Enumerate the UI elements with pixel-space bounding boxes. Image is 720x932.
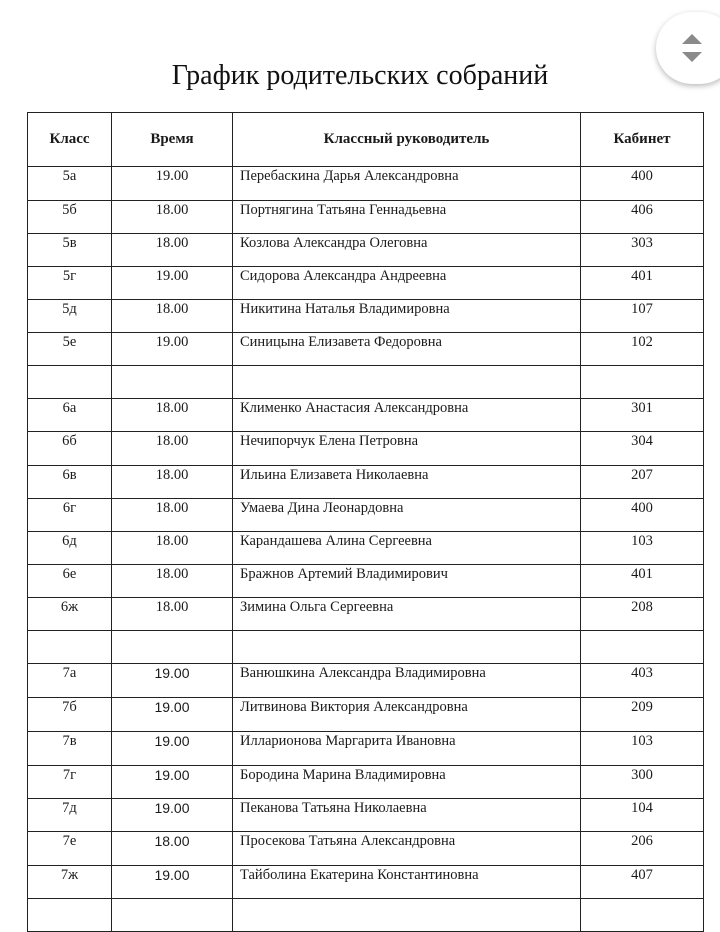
room-cell: 401 (581, 565, 704, 598)
time-cell: 18.00 (112, 499, 233, 532)
class-cell: 7а (28, 664, 112, 698)
time-cell: 19.00 (112, 799, 233, 832)
table-row (28, 267, 704, 300)
time-cell (112, 366, 233, 399)
teacher-cell: Пеканова Татьяна Николаевна (233, 799, 581, 832)
room-cell: 304 (581, 432, 704, 466)
time-cell: 19.00 (112, 698, 233, 732)
class-cell: 7в (28, 732, 112, 766)
time-cell: 19.00 (112, 664, 233, 698)
time-cell (112, 631, 233, 664)
time-cell: 19.00 (112, 267, 233, 300)
time-cell: 18.00 (112, 565, 233, 598)
room-cell: 403 (581, 664, 704, 698)
teacher-cell: Карандашева Алина Сергеевна (233, 532, 581, 565)
table-row (28, 333, 704, 366)
room-cell: 206 (581, 832, 704, 866)
document-title: График родительских собраний (171, 60, 549, 91)
time-cell: 19.00 (112, 766, 233, 799)
table-row (28, 631, 704, 664)
table-row (28, 366, 704, 399)
table-row (28, 832, 704, 866)
header-class: Класс (28, 113, 112, 167)
room-cell: 406 (581, 201, 704, 234)
class-cell (28, 366, 112, 399)
class-cell: 7е (28, 832, 112, 866)
time-cell: 19.00 (112, 167, 233, 201)
room-cell: 102 (581, 333, 704, 366)
room-cell: 207 (581, 466, 704, 499)
table-header-row (28, 113, 704, 167)
class-cell: 6в (28, 466, 112, 499)
class-cell: 6ж (28, 598, 112, 631)
time-cell: 18.00 (112, 598, 233, 631)
teacher-cell: Сидорова Александра Андреевна (233, 267, 581, 300)
teacher-cell: Портнягина Татьяна Геннадьевна (233, 201, 581, 234)
class-cell: 6д (28, 532, 112, 565)
time-cell: 19.00 (112, 732, 233, 766)
class-cell: 6е (28, 565, 112, 598)
room-cell: 303 (581, 234, 704, 267)
room-cell (581, 366, 704, 399)
teacher-cell: Литвинова Виктория Александровна (233, 698, 581, 732)
scroll-up-down-icon (680, 32, 704, 64)
room-cell: 104 (581, 799, 704, 832)
class-cell: 5д (28, 300, 112, 333)
time-cell: 18.00 (112, 532, 233, 565)
teacher-cell (233, 366, 581, 399)
room-cell: 107 (581, 300, 704, 333)
teacher-cell: Просекова Татьяна Александровна (233, 832, 581, 866)
room-cell: 401 (581, 267, 704, 300)
teacher-cell: Козлова Александра Олеговна (233, 234, 581, 267)
teacher-cell: Ильина Елизавета Николаевна (233, 466, 581, 499)
teacher-cell: Умаева Дина Леонардовна (233, 499, 581, 532)
table-row (28, 866, 704, 899)
table-row (28, 565, 704, 598)
time-cell: 18.00 (112, 234, 233, 267)
scroll-control-button[interactable] (656, 12, 720, 84)
class-cell: 5в (28, 234, 112, 267)
room-cell: 407 (581, 866, 704, 899)
table-row (28, 766, 704, 799)
time-cell: 19.00 (112, 333, 233, 366)
table-row (28, 598, 704, 631)
room-cell: 208 (581, 598, 704, 631)
teacher-cell: Бородина Марина Владимировна (233, 766, 581, 799)
table-row (28, 300, 704, 333)
time-cell: 19.00 (112, 866, 233, 899)
table-row (28, 799, 704, 832)
class-cell: 5б (28, 201, 112, 234)
room-cell: 209 (581, 698, 704, 732)
table-row (28, 466, 704, 499)
room-cell (581, 899, 704, 932)
teacher-cell: Тайболина Екатерина Константиновна (233, 866, 581, 899)
class-cell: 7б (28, 698, 112, 732)
table-row (28, 499, 704, 532)
table-row (28, 167, 704, 201)
class-cell: 6а (28, 399, 112, 432)
header-room: Кабинет (581, 113, 704, 167)
table-row (28, 399, 704, 432)
table-row (28, 732, 704, 766)
header-time: Время (112, 113, 233, 167)
table-body (28, 167, 704, 932)
class-cell: 7г (28, 766, 112, 799)
time-cell: 18.00 (112, 399, 233, 432)
meetings-table (27, 112, 704, 932)
table-row (28, 532, 704, 565)
room-cell: 103 (581, 732, 704, 766)
room-cell: 301 (581, 399, 704, 432)
class-cell: 6г (28, 499, 112, 532)
class-cell: 5а (28, 167, 112, 201)
teacher-cell: Илларионова Маргарита Ивановна (233, 732, 581, 766)
time-cell: 18.00 (112, 832, 233, 866)
header-teacher: Классный руководитель (233, 113, 581, 167)
teacher-cell: Никитина Наталья Владимировна (233, 300, 581, 333)
class-cell: 5г (28, 267, 112, 300)
class-cell: 6б (28, 432, 112, 466)
room-cell (581, 631, 704, 664)
table-row (28, 664, 704, 698)
time-cell: 18.00 (112, 201, 233, 234)
room-cell: 400 (581, 499, 704, 532)
table-row (28, 201, 704, 234)
class-cell (28, 631, 112, 664)
teacher-cell: Зимина Ольга Сергеевна (233, 598, 581, 631)
table-row (28, 698, 704, 732)
table-row (28, 432, 704, 466)
class-cell: 7д (28, 799, 112, 832)
teacher-cell: Бражнов Артемий Владимирович (233, 565, 581, 598)
class-cell: 5е (28, 333, 112, 366)
teacher-cell (233, 631, 581, 664)
teacher-cell (233, 899, 581, 932)
teacher-cell: Перебаскина Дарья Александровна (233, 167, 581, 201)
time-cell (112, 899, 233, 932)
teacher-cell: Ванюшкина Александра Владимировна (233, 664, 581, 698)
class-cell: 7ж (28, 866, 112, 899)
table-row (28, 234, 704, 267)
room-cell: 103 (581, 532, 704, 565)
teacher-cell: Нечипорчук Елена Петровна (233, 432, 581, 466)
table-row (28, 899, 704, 932)
room-cell: 400 (581, 167, 704, 201)
time-cell: 18.00 (112, 466, 233, 499)
teacher-cell: Клименко Анастасия Александровна (233, 399, 581, 432)
time-cell: 18.00 (112, 300, 233, 333)
teacher-cell: Синицына Елизавета Федоровна (233, 333, 581, 366)
room-cell: 300 (581, 766, 704, 799)
class-cell (28, 899, 112, 932)
time-cell: 18.00 (112, 432, 233, 466)
